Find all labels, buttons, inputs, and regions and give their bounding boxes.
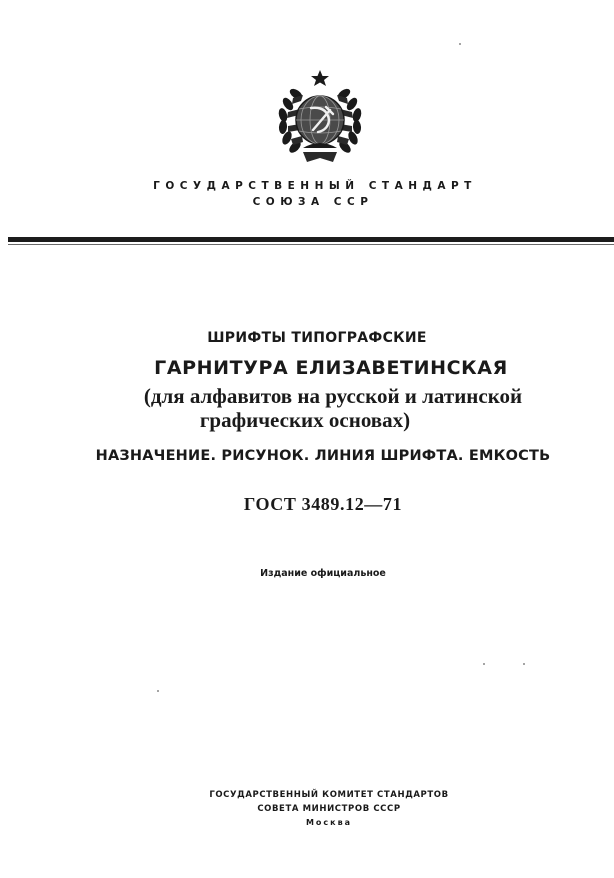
header-union: СОЮЗА ССР (252, 196, 374, 208)
document-purpose: НАЗНАЧЕНИЕ. РИСУНОК. ЛИНИЯ ШРИФТА. ЕМКОСТЬ (95, 448, 551, 464)
document-title: ГАРНИТУРА ЕЛИЗАВЕТИНСКАЯ (154, 357, 508, 379)
header-divider-thick (8, 237, 614, 242)
publisher-line2: СОВЕТА МИНИСТРОВ СССР (257, 804, 401, 814)
scan-speck (459, 43, 461, 45)
publisher-city: Москва (305, 818, 353, 827)
document-subtitle-line2: графических основах) (199, 408, 411, 432)
scan-speck (483, 663, 485, 665)
document-type-name: ШРИФТЫ ТИПОГРАФСКИЕ (207, 330, 427, 346)
edition-note: Издание официальное (260, 568, 386, 579)
document-subtitle-line1: (для алфавитов на русской и латинской (143, 384, 523, 408)
header-divider-thin (8, 244, 614, 245)
scan-speck (523, 663, 525, 665)
header-state-standard: ГОСУДАРСТВЕННЫЙ СТАНДАРТ (153, 180, 477, 192)
scan-speck (157, 690, 159, 692)
publisher-line1: ГОСУДАРСТВЕННЫЙ КОМИТЕТ СТАНДАРТОВ (209, 790, 449, 800)
state-emblem-icon (273, 68, 367, 172)
gost-number: ГОСТ 3489.12—71 (243, 494, 403, 514)
